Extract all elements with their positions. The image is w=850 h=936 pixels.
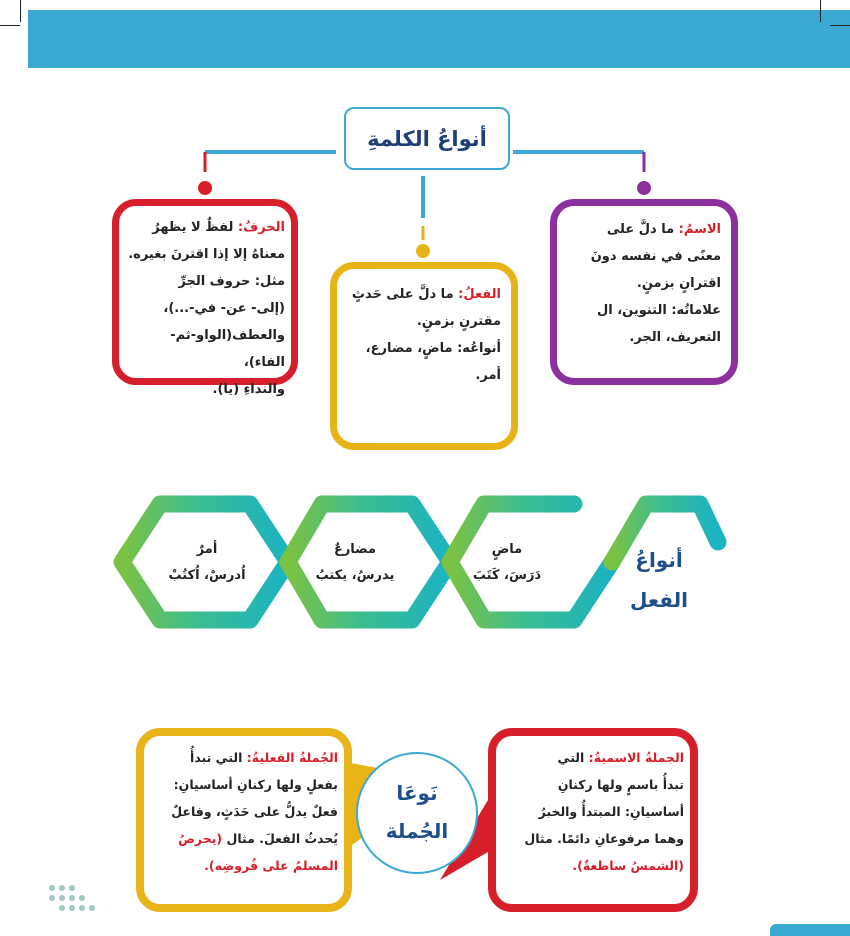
verb-line: مقترنٍ بزمنٍ. xyxy=(416,314,501,329)
verb-types-heading-line: أنواعُ xyxy=(635,548,683,572)
nominal-line: أساسيانِ: المبتدأُ والخبرُ xyxy=(538,804,684,819)
sentence-types-heading xyxy=(358,774,476,850)
particle-line: والنداءِ (يا). xyxy=(212,382,285,397)
verbal-example: (يحرصُ xyxy=(178,831,223,846)
purple-drop-icon xyxy=(637,152,651,195)
verb-type-example: اُدرسْ، اُكتُبْ xyxy=(168,568,246,583)
verb-type-mudari xyxy=(300,537,410,589)
sentence-types-heading-line: الجُملة xyxy=(385,819,449,843)
verb-types-heading xyxy=(604,540,714,620)
verbal-line: بفعلٍ ولها ركنانِ أساسيانِ: xyxy=(173,777,338,792)
particle-line: والعطف(الواو-ثم- الفاء)، xyxy=(170,328,285,370)
verbal-example: المسلمُ على فُروضِه). xyxy=(204,858,338,873)
sentence-types-circle xyxy=(356,752,478,874)
verb-line: أنواعُه: ماضٍ، مضارع، xyxy=(365,341,501,356)
dots-logo-icon xyxy=(44,880,154,920)
nominal-sentence-card xyxy=(488,728,698,912)
noun-line: اقترانٍ بزمنٍ. xyxy=(636,276,721,291)
particle-line: لفظٌ لا يظهرُ xyxy=(152,220,234,235)
verb-type-example: دَرَسَ، كَتَبَ xyxy=(472,568,542,583)
noun-card xyxy=(550,199,738,385)
nominal-line: وهما مرفوعانِ دائمًا. مثال xyxy=(524,831,684,846)
verb-type-name: ماضٍ xyxy=(491,542,523,557)
noun-line: علاماتُه: التنوين، ال xyxy=(596,303,721,318)
particle-card xyxy=(112,199,298,397)
nominal-line: التي xyxy=(557,750,585,765)
word-types-title: أنواعُ الكلمةِ xyxy=(367,126,487,151)
verbal-sentence-card xyxy=(136,728,352,912)
verbal-line: فعلٌ يدلُّ على حَدَثٍ، وفاعلٌ xyxy=(171,804,338,819)
yellow-drop-icon xyxy=(416,226,430,258)
sentence-types-heading-line: نَوعَا xyxy=(396,781,438,805)
noun-line: التعريف، الجر. xyxy=(629,330,721,345)
verbal-sentence-label: الجُملةُ الفعليةُ: xyxy=(246,750,338,765)
noun-label: الاسمُ: xyxy=(678,222,721,237)
verbal-sentence-text xyxy=(148,744,338,879)
particle-line: مثل: حروف الجرِّ xyxy=(178,274,285,289)
verb-type-amr xyxy=(152,537,262,589)
footer-strip xyxy=(770,924,850,936)
nominal-example: (الشمسُ ساطعةٌ). xyxy=(572,858,684,873)
verb-text xyxy=(347,281,501,389)
verb-type-madi xyxy=(452,537,562,589)
verb-line: أمر. xyxy=(475,368,501,383)
noun-line: معنًى في نفسه دونَ xyxy=(590,249,721,264)
verb-types-chain xyxy=(0,480,850,650)
verb-type-example: يدرسُ، يكتبُ xyxy=(315,568,395,583)
nominal-sentence-label: الجملةُ الاسميةُ: xyxy=(588,750,684,765)
noun-text xyxy=(567,216,721,351)
nominal-sentence-text xyxy=(502,744,684,879)
word-types-title-box xyxy=(344,107,510,170)
noun-line: ما دلَّ على xyxy=(606,222,675,237)
verb-card xyxy=(330,262,518,450)
particle-label: الحرفُ: xyxy=(237,220,285,235)
red-drop-icon xyxy=(198,152,212,195)
verb-types-heading-line: الفعل xyxy=(630,588,688,612)
verb-type-name: أمرٌ xyxy=(196,542,218,557)
particle-line: معناهُ إلا إذا اقترنَ بغيره. xyxy=(128,247,285,262)
verbal-line: يُحدثُ الفعلَ. مثال xyxy=(226,831,338,846)
verbal-line: التي تبدأُ xyxy=(190,750,243,765)
particle-text xyxy=(125,214,285,403)
nominal-line: تبدأُ باسمٍ ولها ركنانِ xyxy=(557,777,684,792)
verb-line: ما دلَّ على حَدثٍ xyxy=(351,287,454,302)
particle-line: (إلى- عن- في-...)، xyxy=(163,301,285,316)
verb-label: الفعلُ: xyxy=(458,287,501,302)
verb-type-name: مضارعٌ xyxy=(333,542,377,557)
